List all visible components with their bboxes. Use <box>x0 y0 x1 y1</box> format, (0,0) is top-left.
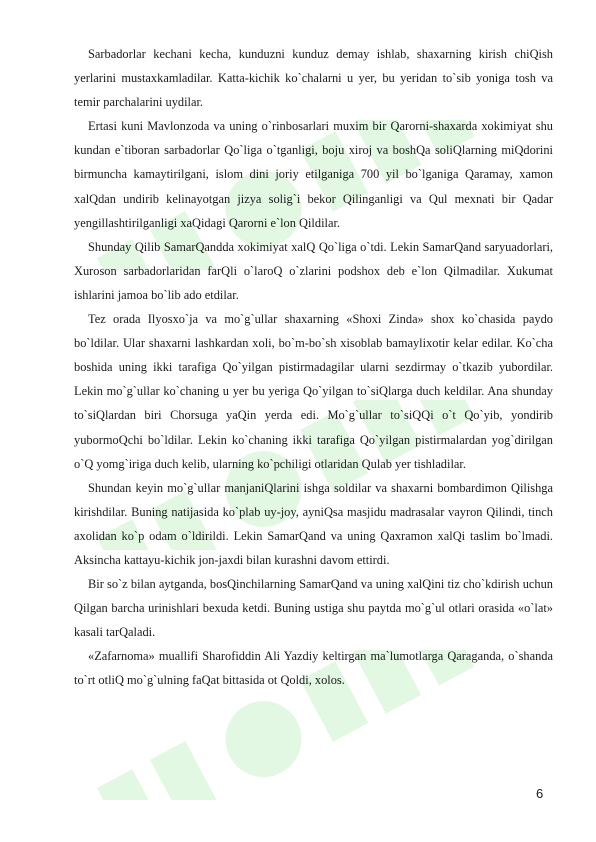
paragraph: Sarbadorlar kechani kecha, kunduzni kunduz demay ishlab, shaxarning kirish chiQish yerlarini mustaxkamladilar. Katta-kichik ko`chalarni u yer, bu yeridan to`sib yoniga tosh va temir parchalarini uydilar. <box>74 47 553 110</box>
document-body <box>74 42 553 693</box>
paragraph: Ertasi kuni Mavlonzoda va uning o`rinbosarlari muxim bir Qarorni-shaxarda xokimiyat shu kundan e`tiboran sarbadorlar Qo`liga o`tganligi, boju xiroj va boshQa soliQlarning miQdorini birmuncha kamaytirilgani, islom dini joriy etilganiga 700 yil bo`lganiga Qaramay, xamon xalQdan undirib kelinayotgan jizya solig`i bekor Qilinganligi va Qul mexnati bir Qadar yengillashtirilganligi xaQidagi Qarorni e`lon Qildilar. <box>74 119 553 230</box>
paragraph: Bir so`z bilan aytganda, bosQinchilarning SamarQand va uning xalQini tiz cho`kdirish uchun Qilgan barcha urinishlari bexuda ketdi. Buning ustiga shu paytda mo`g`ul otlari orasida «o`lat» kasali tarQaladi. <box>74 577 553 640</box>
paragraph: Tez orada Ilyosxo`ja va mo`g`ullar shaxarning «Shoxi Zinda» shox ko`chasida paydo bo`ldilar. Ular shaxarni lashkardan xoli, bo`m-bo`sh xisoblab bamaylixotir kelar edilar. Ko`cha boshida uning ikki tarafiga Qo`yilgan pistirmadagilar ularni sezdirmay o`tkazib yubordilar. Lekin mo`g`ullar ko`chaning u yer bu yeriga Qo`yilgan to`siQlarga duch keldilar. Ana shunday to`siQlardan biri Chorsuga yaQin yerda edi. Mo`g`ullar to`siQQi o`t Qo`yib, yondirib yubormoQchi bo`ldilar. Lekin ko`chaning ikki tarafiga Qo`yilgan pistirmalardan yog`dirilgan o`Q yomg`iriga duch kelib, ularning ko`pchiligi otlaridan Qulab yer tishladilar. <box>74 312 553 471</box>
page-number: 6 <box>536 786 544 801</box>
paragraph: «Zafarnoma» muallifi Sharofiddin Ali Yazdiy keltirgan ma`lumotlarga Qaraganda, o`shanda to`rt otliQ mo`g`ulning faQat bittasida ot Qoldi, xolos. <box>74 649 553 688</box>
paragraph: Shunday Qilib SamarQandda xokimiyat xalQ Qo`liga o`tdi. Lekin SamarQand saryuadorlari, Xuroson sarbadorlaridan farQli o`laroQ o`zlarini podshox deb e`lon Qilmadilar. Xukumat ishlarini jamoa bo`lib ado etdilar. <box>74 239 553 302</box>
paragraph: Shundan keyin mo`g`ullar manjaniQlarini ishga soldilar va shaxarni bombardimon Qilishga kirishdilar. Buning natijasida ko`plab uy-joy, ayniQsa masjidu madrasalar vayron Qilindi, tinch axolidan ko`p odam o`ldirildi. Lekin SamarQand va uning Qaxramon xalQi taslim bo`lmadi. Aksincha kattayu-kichik jon-jaxdi bilan kurashni davom ettirdi. <box>74 480 553 567</box>
